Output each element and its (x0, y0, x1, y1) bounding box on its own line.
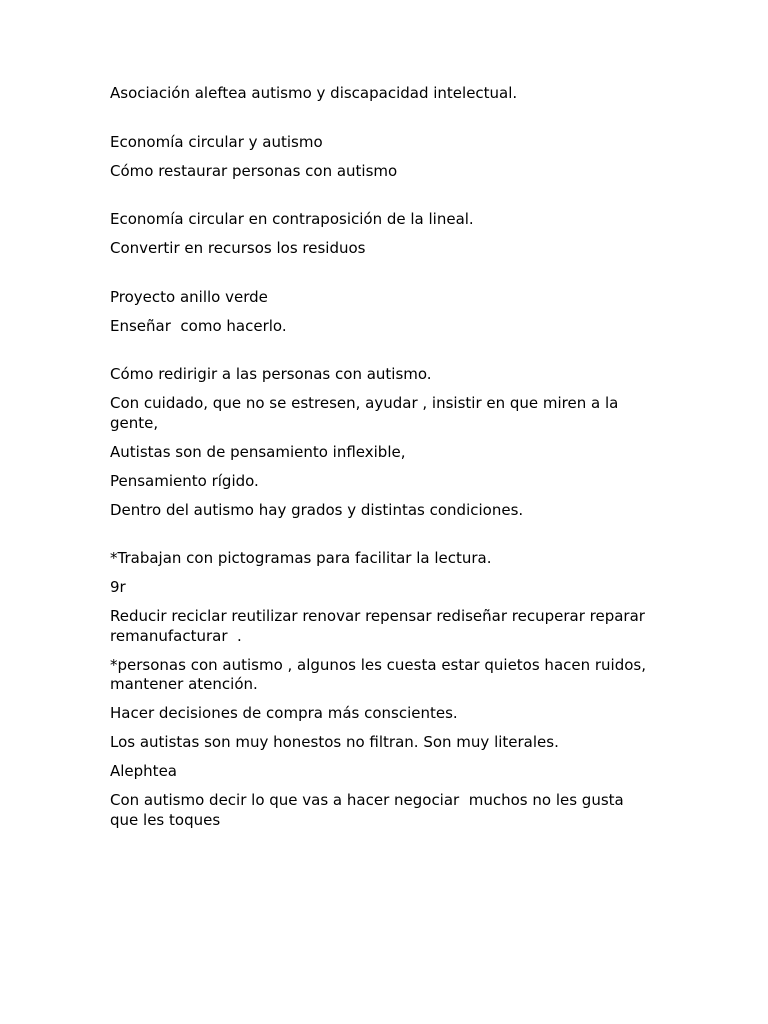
paragraph: Hacer decisiones de compra más conscientes. (110, 704, 458, 722)
paragraph: Con autismo decir lo que vas a hacer negociar muchos no les gusta que les toques (110, 791, 629, 829)
paragraph: Cómo restaurar personas con autismo (110, 161, 398, 180)
paragraph: *Trabajan con pictogramas para facilitar la lectura. (110, 549, 492, 567)
paragraph: Cómo redirigir a las personas con autismo. (110, 365, 432, 383)
paragraph: Enseñar como hacerlo. (110, 316, 287, 335)
paragraph: Los autistas son muy honestos no filtran. Son muy literales. (110, 733, 559, 751)
paragraph: Dentro del autismo hay grados y distintas condiciones. (110, 500, 524, 519)
paragraph: Pensamiento rígido. (110, 471, 259, 490)
paragraph: 9r (110, 578, 126, 596)
paragraph: *personas con autismo , algunos les cuesta estar quietos hacen ruidos, mantener atención. (110, 655, 651, 693)
paragraph: Economía circular y autismo (110, 132, 323, 151)
paragraph: Convertir en recursos los residuos (110, 239, 366, 257)
paragraph: Proyecto anillo verde (110, 287, 268, 306)
paragraph: Autistas son de pensamiento inflexible, (110, 442, 406, 461)
paragraph: Alephtea (110, 762, 177, 780)
paragraph: Economía circular en contraposición de la lineal. (110, 210, 474, 228)
paragraph: Reducir reciclar reutilizar renovar repensar rediseñar recuperar reparar remanufacturar . (110, 607, 650, 645)
document-body (110, 84, 650, 840)
paragraph-title: Asociación aleftea autismo y discapacidad intelectual. (110, 84, 518, 102)
paragraph: Con cuidado, que no se estresen, ayudar , insistir en que miren a la gente, (110, 394, 624, 432)
